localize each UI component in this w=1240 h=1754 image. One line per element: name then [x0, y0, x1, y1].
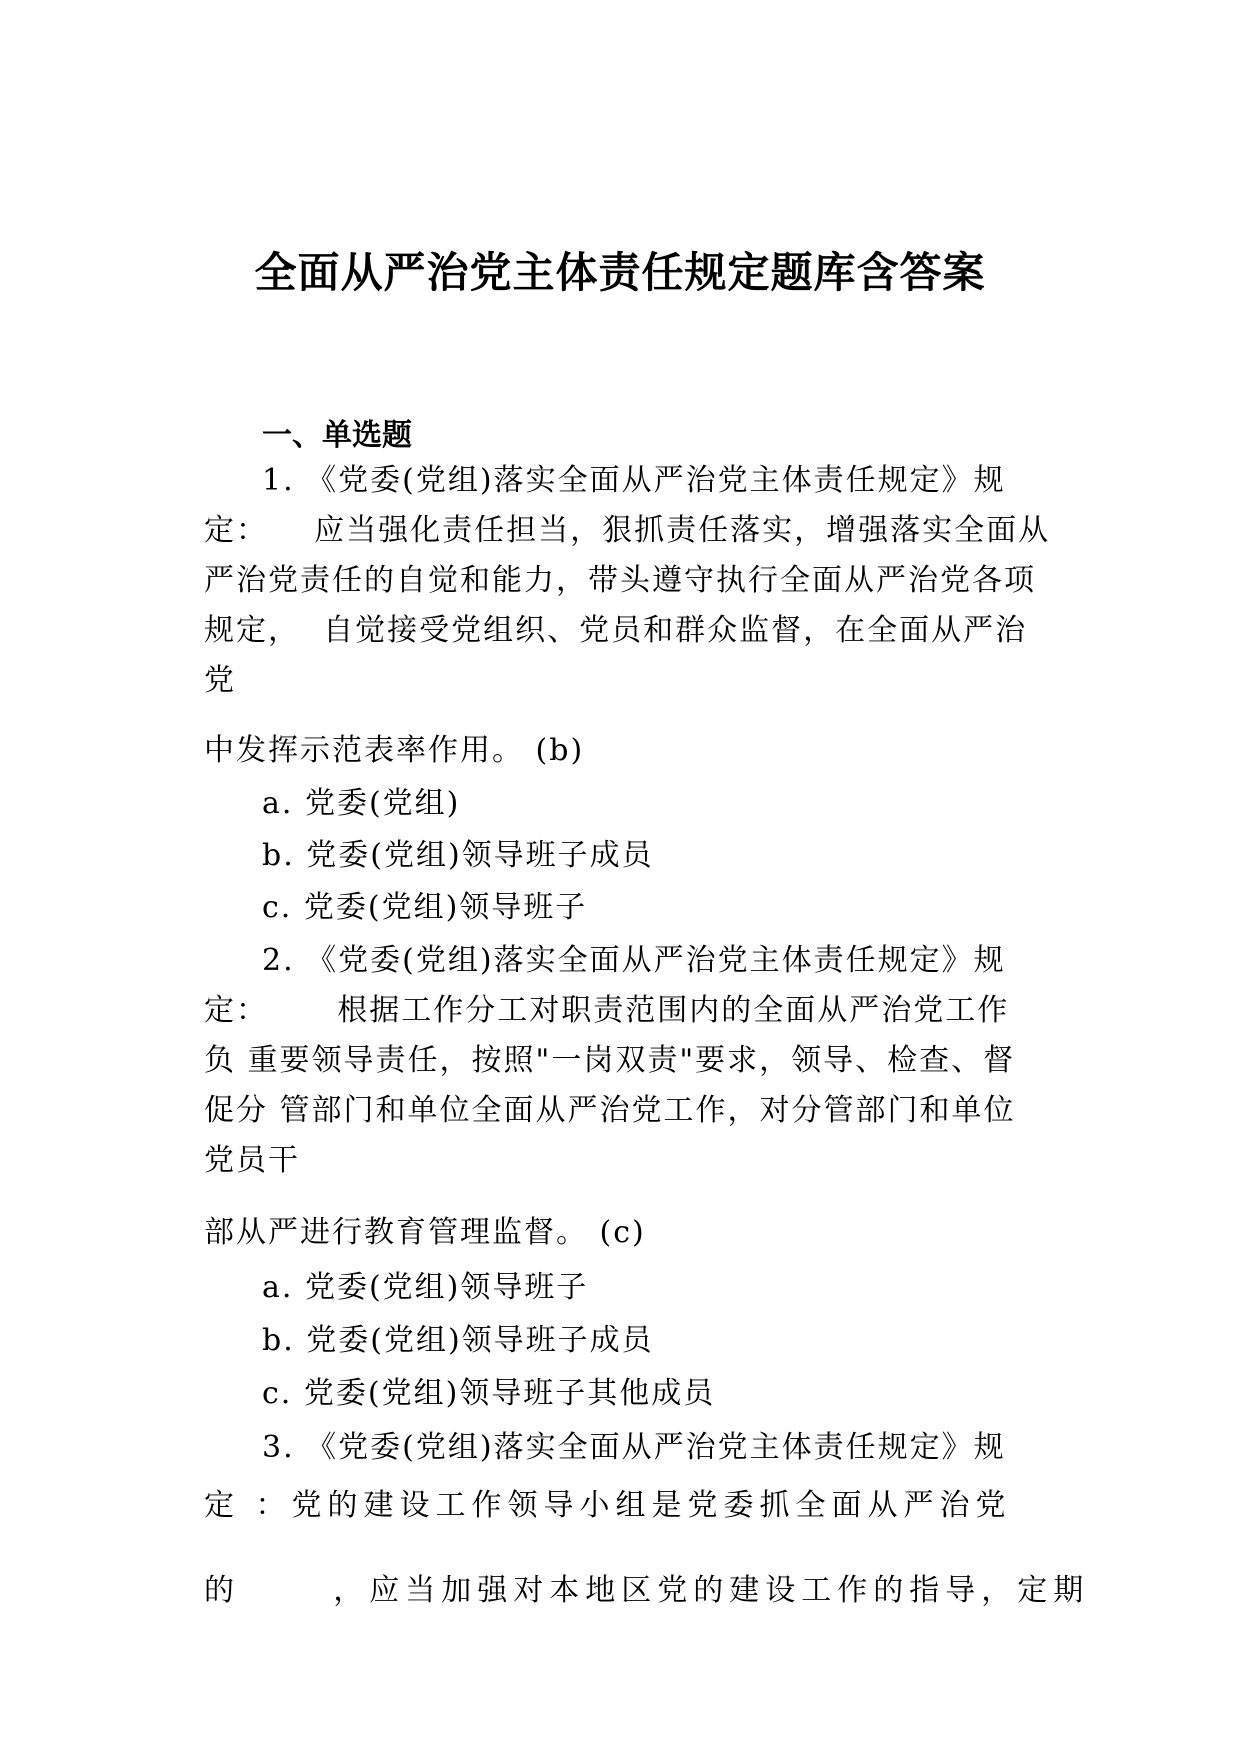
q1-option-b: b. 党委(党组)领导班子成员 [262, 838, 654, 873]
q2-option-b: b. 党委(党组)领导班子成员 [262, 1323, 654, 1358]
q1-line-3: 严治党责任的自觉和能力，带头遵守执行全面从严治党各项 [204, 563, 1036, 598]
q2-line-2: 定： 根据工作分工对职责范围内的全面从严治党工作 [204, 993, 1010, 1028]
q1-line-5: 党 [204, 663, 236, 698]
q3-line-1: 3. 《党委(党组)落实全面从严治党主体责任规定》规 [262, 1430, 1006, 1465]
q2-line-3: 负 重要领导责任，按照"一岗双责"要求，领导、检查、督 [204, 1043, 1016, 1078]
q1-line-2: 定： 应当强化责任担当，狠抓责任落实，增强落实全面从 [204, 513, 1051, 548]
q1-line-1: 1. 《党委(党组)落实全面从严治党主体责任规定》规 [262, 463, 1006, 498]
q1-line-4: 规定， 自觉接受党组织、党员和群众监督，在全面从严治 [204, 613, 1028, 648]
q2-line-5: 党员干 [204, 1143, 300, 1178]
q2-line-4: 促分 管部门和单位全面从严治党工作，对分管部门和单位 [204, 1093, 1016, 1128]
section-heading: 一、单选题 [262, 418, 412, 453]
q1-option-c: c. 党委(党组)领导班子 [262, 890, 588, 925]
q1-option-a: a. 党委(党组) [262, 786, 461, 821]
q2-line-6: 部从严进行教育管理监督。 (c) [204, 1215, 646, 1250]
q2-line-1: 2. 《党委(党组)落实全面从严治党主体责任规定》规 [262, 943, 1006, 978]
q2-option-a: a. 党委(党组)领导班子 [262, 1270, 589, 1305]
q1-line-6: 中发挥示范表率作用。 (b) [204, 733, 585, 768]
q3-line-3: 的 ，应当加强对本地区党的建设工作的指导，定期 [204, 1573, 1090, 1608]
q3-line-2: 定 ：党的建设工作领导小组是党委抓全面从严治党 [204, 1488, 1012, 1523]
document-title: 全面从严治党主体责任规定题库含答案 [254, 248, 986, 297]
q2-option-c: c. 党委(党组)领导班子其他成员 [262, 1376, 716, 1411]
